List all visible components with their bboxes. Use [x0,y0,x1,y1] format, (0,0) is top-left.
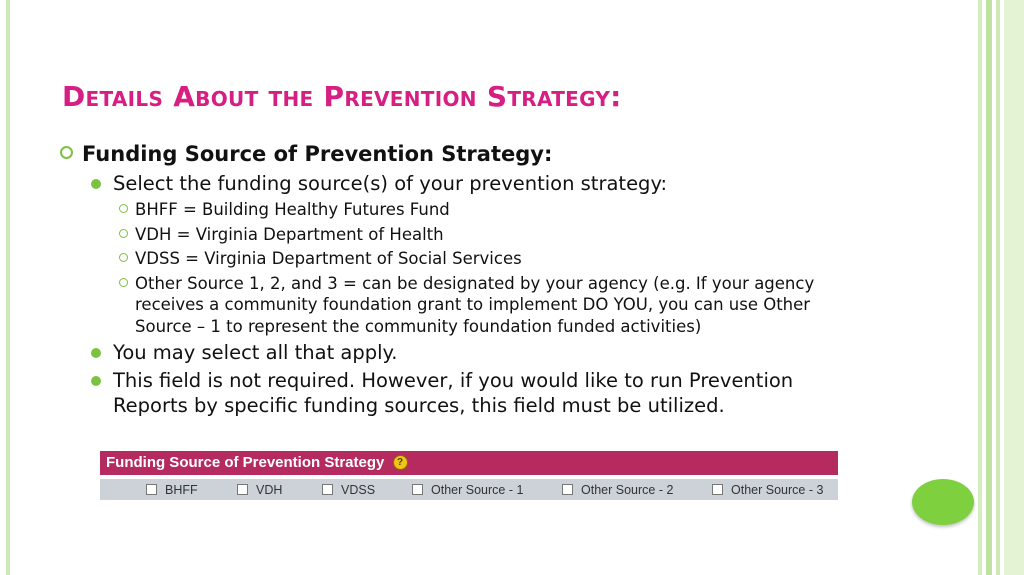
dot-bullet-icon [91,179,101,189]
sub-bullet-text: Other Source 1, 2, and 3 = can be designated by your agency (e.g. If your agency receives a community foundation grant to implement DO YOU, you can use Other Source – 1 to represent the community foundation funded activities) [135,273,815,336]
option-label: BHFF [165,482,198,497]
checkbox[interactable] [712,484,723,495]
form-header-label: Funding Source of Prevention Strategy [106,454,385,471]
heading-text: Funding Source of Prevention Strategy: [82,142,553,166]
funding-options-row [100,479,838,500]
checkbox[interactable] [237,484,248,495]
bullet-item [58,340,848,365]
option-label: Other Source - 2 [581,482,674,497]
bullet-text: You may select all that apply. [113,341,398,364]
option-label: VDH [256,482,283,497]
bullet-text: This field is not required. However, if you would like to run Prevention Reports by specific funding sources, this field must be utilized. [113,369,794,417]
checkbox[interactable] [562,484,573,495]
checkbox[interactable] [412,484,423,495]
option-bhff[interactable] [146,483,198,497]
slide-body [58,140,848,418]
ring-bullet-icon [119,253,128,262]
option-vdss[interactable] [322,483,375,497]
bullet-text: Select the funding source(s) of your prevention strategy: [113,172,668,195]
funding-source-form-screenshot [100,451,838,500]
bullet-item [58,171,848,196]
option-other-source-1[interactable] [412,483,523,497]
sub-bullet-item [58,273,848,338]
form-section-header [100,451,838,475]
sub-bullet-item [58,199,848,221]
option-other-source-2[interactable] [562,483,673,497]
help-icon[interactable]: ? [393,455,408,470]
sub-bullet-text: BHFF = Building Healthy Futures Fund [135,200,450,219]
checkbox[interactable] [322,484,333,495]
option-label: VDSS [341,482,376,497]
sub-bullet-item [58,224,848,246]
ring-bullet-icon [60,146,73,159]
sub-bullet-text: VDH = Virginia Department of Health [135,224,444,244]
ring-bullet-icon [119,278,128,287]
right-decorative-stripes [978,0,1024,575]
slide-title: Details About the Prevention Strategy: [62,80,622,113]
option-label: Other Source - 3 [731,482,824,497]
option-other-source-3[interactable] [712,483,823,497]
dot-bullet-icon [91,376,101,386]
left-border-rule [6,0,10,575]
sub-bullet-item [58,248,848,270]
ring-bullet-icon [119,229,128,238]
dot-bullet-icon [91,348,101,358]
sub-bullet-text: VDSS = Virginia Department of Social Services [135,249,522,268]
heading-item [58,140,848,168]
option-label: Other Source - 1 [431,482,524,497]
green-circle-decoration [912,479,974,525]
bullet-item [58,368,848,418]
ring-bullet-icon [119,204,128,213]
checkbox[interactable] [146,484,157,495]
option-vdh[interactable] [237,483,282,497]
